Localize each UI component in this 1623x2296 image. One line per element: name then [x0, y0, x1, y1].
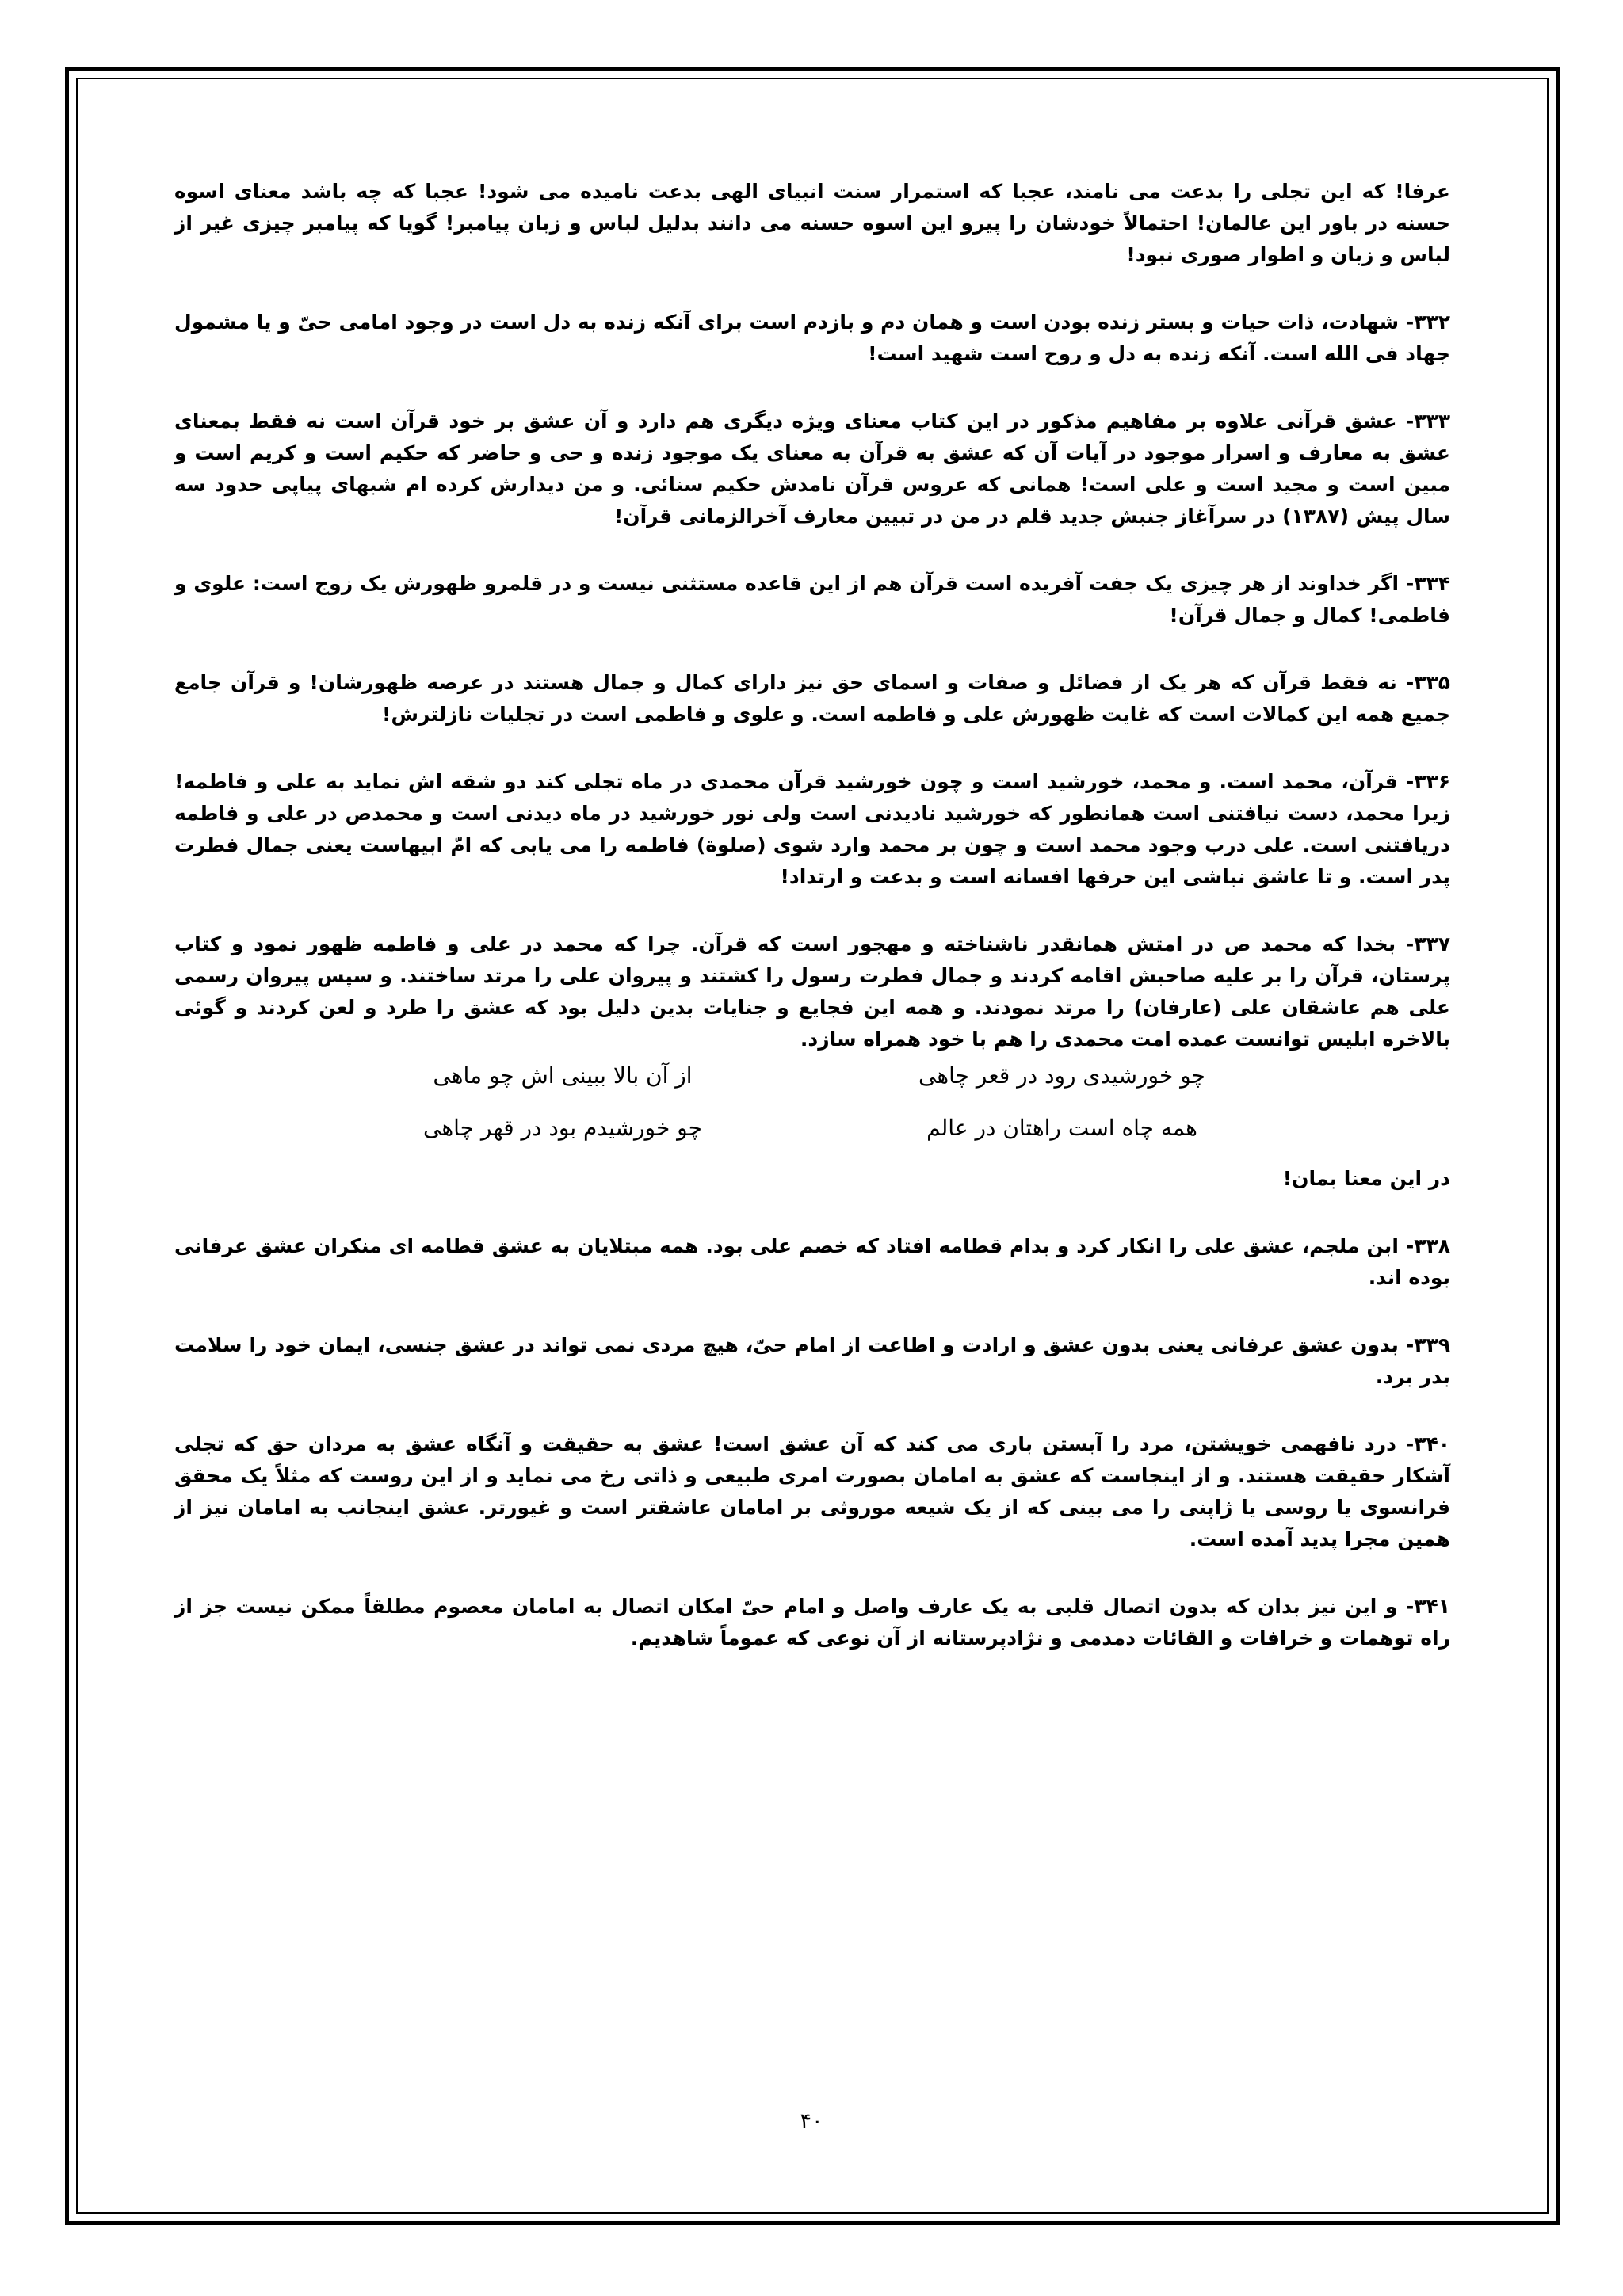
page-content — [174, 176, 1450, 1690]
paragraph-337: ۳۳۷- بخدا که محمد ص در امتش همانقدر ناشناخته و مهجور است که قرآن. چرا که محمد در علی و فاطمه ظهور نمود و کتاب پرستان، قرآن را بر علیه صاحبش اقامه کردند و جمال فطرت رسول را کشتند و پیروان علی را مرتد ساختند. و سپس پیروان رسمی علی هم عاشقان علی (عارفان) را مرتد نمودند. و همه این فجایع و جنایات بدین دلیل بود که عشق را طرد و لعن کردند و گوئی بالاخره ابلیس توانست عمده امت محمدی را هم با خود همراه سازد. — [174, 933, 1450, 1051]
poem — [174, 1058, 1450, 1146]
page-number: ۴۰ — [800, 2109, 823, 2134]
poem-hemistich: چو خورشیدی رود در قعر چاهی — [918, 1062, 1205, 1089]
paragraph-intro: عرفا! که این تجلی را بدعت می نامند، عجبا که استمرار سنت انبیای الهی بدعت نامیده می شود! عجبا که چه باشد معنای اسوه حسنه در باور این عالمان! احتمالاً خودشان را پیرو این اسوه حسنه می دانند بدلیل لباس و زبان پیامبر! گویا که پیامبر چیزی غیر از لباس و زبان و اطوار صوری نبود! — [174, 180, 1450, 266]
paragraph-333: ۳۳۳- عشق قرآنی علاوه بر مفاهیم مذکور در این کتاب معنای ویژه دیگری هم دارد و آن عشق بر خود قرآن است نه فقط بمعنای عشق به معارف و اسرار موجود در آیات آن که عشق به قرآن به معنای یک موجود زنده و حی و حاضر که حکیم است و کریم است و مبین است و مجید است و علی است! همانی که عروس قرآن نامدش حکیم سنائی. و من دیدارش کرده ام شبهای پیاپی حدود سه سال پیش (۱۳۸۷) در سرآغاز جنبش جدید قلم در من در تبیین معارف آخرالزمانی قرآن! — [174, 410, 1450, 528]
poem-hemistich: چو خورشیدم بود در قهر چاهی — [423, 1115, 702, 1141]
paragraph-338: ۳۳۸- ابن ملجم، عشق علی را انکار کرد و بدام قطامه افتاد که خصم علی بود. همه مبتلایان به عشق قطامه ای منکران عشق عرفانی بوده اند. — [174, 1234, 1450, 1289]
paragraph-341: ۳۴۱- و این نیز بدان که بدون اتصال قلبی به یک عارف واصل و امام حیّ امکان اتصال به امامان معصوم مطلقاً ممکن نیست جز از راه توهمات و خرافات و القائات دمدمی و نژادپرستانه از آن نوعی که عموماً شاهدیم. — [174, 1595, 1450, 1650]
paragraph-332: ۳۳۲- شهادت، ذات حیات و بستر زنده بودن است و همان دم و بازدم است برای آنکه زنده به دل است در وجود امامی حیّ و یا مشمول جهاد فی الله است. آنکه زنده به دل و روح است شهید است! — [174, 311, 1450, 365]
poem-verse-2 — [174, 1111, 1450, 1146]
paragraph-336: ۳۳۶- قرآن، محمد است. و محمد، خورشید است و چون خورشید قرآن محمدی در ماه تجلی کند دو شقه اش نماید به علی و فاطمه! زیرا محمد، دست نیافتنی است همانطور که خورشید نادیدنی است ولی نور خورشید در ماه دیدنی است و محمدص در علی و فاطمه دریافتنی است. علی درب وجود محمد است و چون بر محمد وارد شوی (صلوة) فاطمه را می یابی که امّ ابیهاست یعنی جمال فطرت پدر است. و تا عاشق نباشی این حرفها افسانه است و بدعت و ارتداد! — [174, 770, 1450, 888]
poem-hemistich: از آن بالا ببینی اش چو ماهی — [433, 1062, 693, 1089]
poem-hemistich: همه چاه است راهتان در عالم — [926, 1115, 1197, 1141]
paragraph-334: ۳۳۴- اگر خداوند از هر چیزی یک جفت آفریده است قرآن هم از این قاعده مستثنی نیست و در قلمرو ظهورش یک زوج است: علوی و فاطمی! کمال و جمال قرآن! — [174, 572, 1450, 627]
paragraph-339: ۳۳۹- بدون عشق عرفانی یعنی بدون عشق و ارادت و اطاعت از امام حیّ، هیچ مردی نمی تواند در عشق جنسی، ایمان خود را سلامت بدر برد. — [174, 1333, 1450, 1388]
paragraph-335: ۳۳۵- نه فقط قرآن که هر یک از فضائل و صفات و اسمای حق نیز دارای کمال و جمال هستند در عرصه ظهورشان! و قرآن جامع جمیع همه این کمالات است که غایت ظهورش علی و فاطمه است. و علوی و فاطمی است در تجلیات نازلترش! — [174, 671, 1450, 726]
paragraph-after-poem: در این معنا بمان! — [1282, 1167, 1450, 1190]
poem-verse-1 — [174, 1058, 1450, 1093]
paragraph-340: ۳۴۰- درد نافهمی خویشتن، مرد را آبستن باری می کند که آن عشق است! عشق به حقیقت و آنگاه عشق به مردان حق که تجلی آشکار حقیقت هستند. و از اینجاست که عشق به امامان بصورت امری طبیعی و ذاتی رخ می نماید و از این روست که مثلاً یک محقق فرانسوی یا روسی یا ژاپنی را می بینی که از یک شیعه موروثی بر امامان عاشقتر است و غیورتر. عشق اینجانب به امامان نیز از همین مجرا پدید آمده است. — [174, 1432, 1450, 1550]
